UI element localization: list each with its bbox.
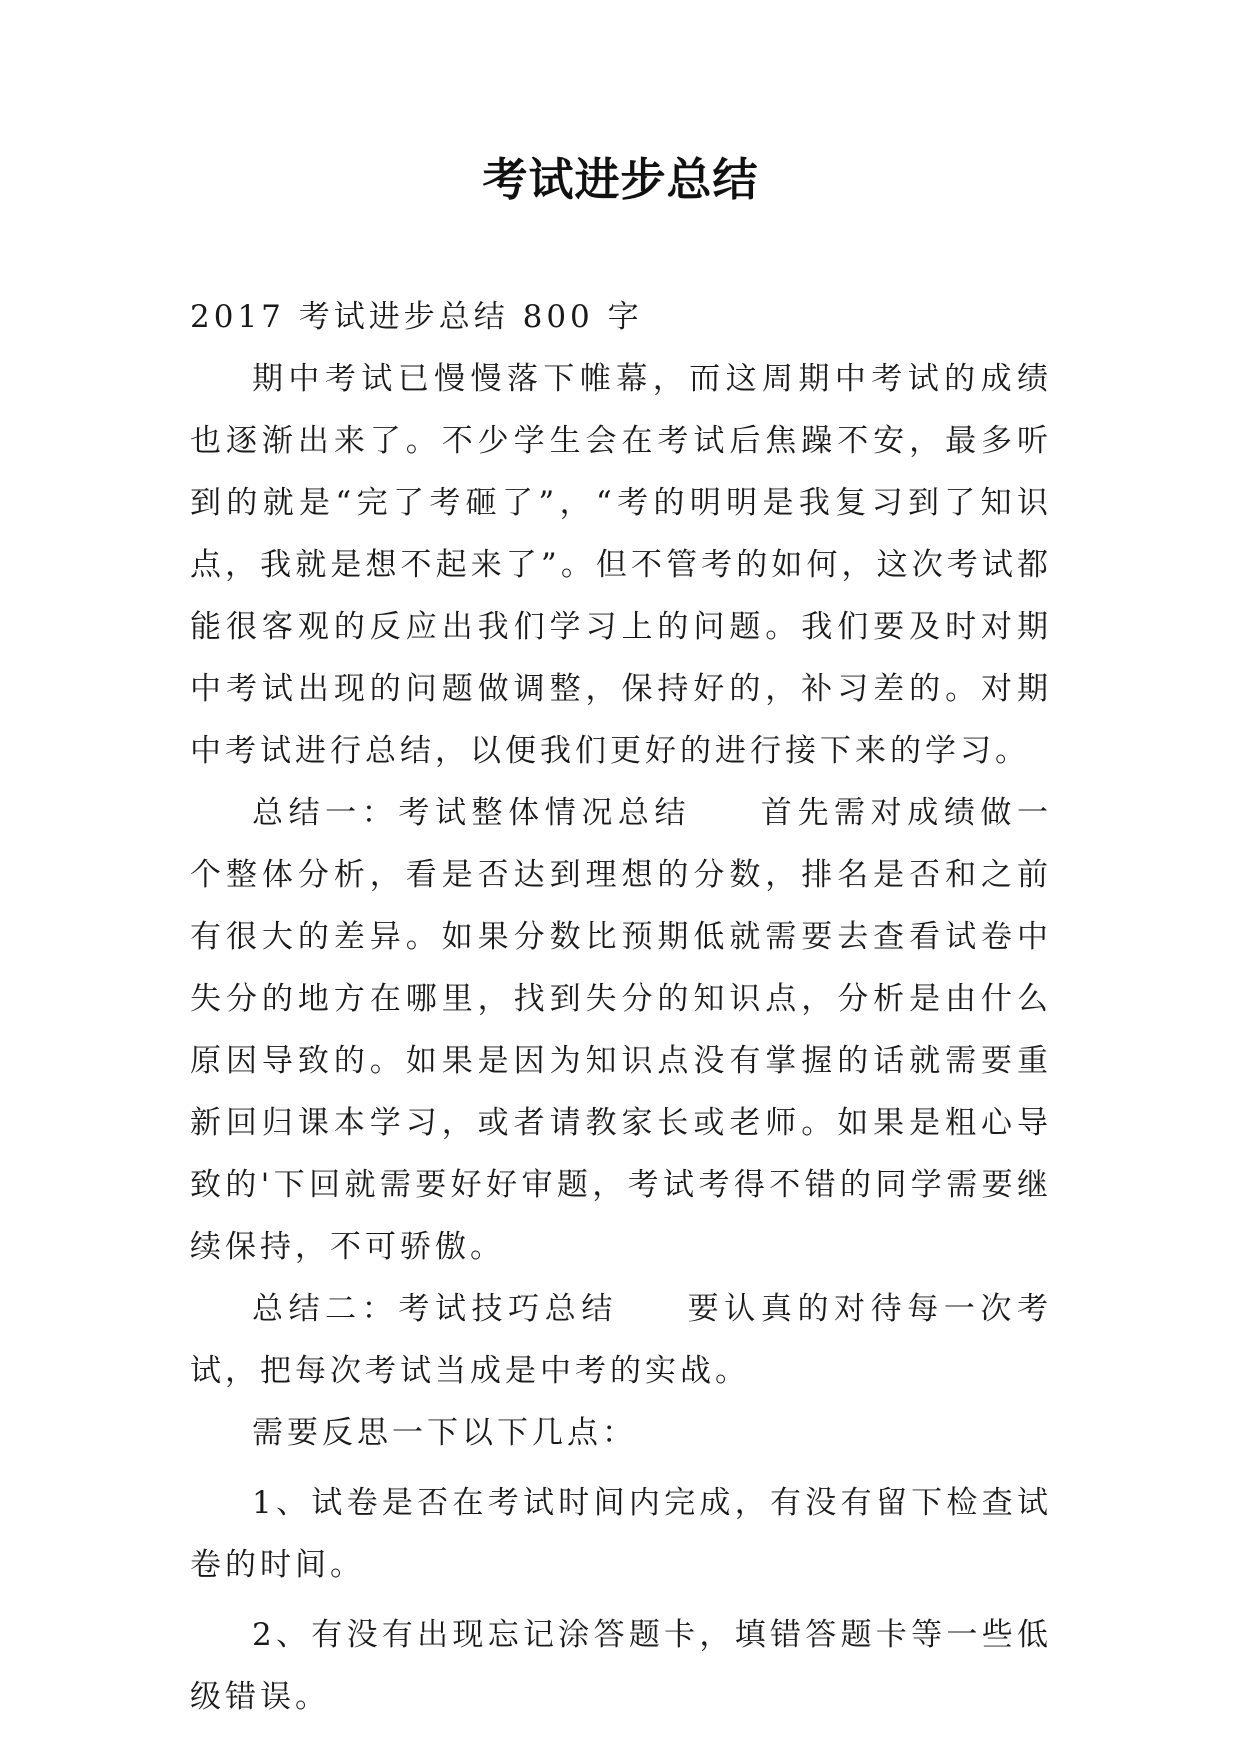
document-title: 考试进步总结 xyxy=(482,153,759,206)
summary-two-body: 要认真的对待每一次考试，把每次考试当成是中考的实战。 xyxy=(190,1291,1052,1389)
summary-one-heading: 总结一：考试整体情况总结 xyxy=(252,795,692,831)
reflection-item-1: 1、试卷是否在考试时间内完成，有没有留下检查试卷的时间。 xyxy=(190,1485,1052,1583)
document-body xyxy=(190,286,1052,1728)
reflection-intro: 需要反思一下以下几点： xyxy=(252,1415,637,1451)
summary-one-paragraph xyxy=(190,782,1052,1278)
summary-one-body: 首先需对成绩做一个整体分析，看是否达到理想的分数，排名是否和之前有很大的差异。如果分数比预期低就需要去查看试卷中失分的地方在哪里，找到失分的知识点，分析是由什么原因导致的。如果是因为知识点没有掌握的话就需要重新回归课本学习，或者请教家长或老师。如果是粗心导致的'下回就需要好好审题，考试考得不错的同学需要继续保持，不可骄傲。 xyxy=(190,795,1053,1265)
intro-paragraph: 期中考试已慢慢落下帷幕，而这周期中考试的成绩也逐渐出来了。不少学生会在考试后焦躁不安，最多听到的就是“完了考砸了”，“考的明明是我复习到了知识点，我就是想不起来了”。但不管考的如何，这次考试都能很客观的反应出我们学习上的问题。我们要及时对期中考试出现的问题做调整，保持好的，补习差的。对期中考试进行总结，以便我们更好的进行接下来的学习。 xyxy=(190,361,1052,769)
summary-two-paragraph xyxy=(190,1278,1052,1402)
document-subtitle: 2017 考试进步总结 800 字 xyxy=(190,299,643,335)
reflection-item-2: 2、有没有出现忘记涂答题卡，填错答题卡等一些低级错误。 xyxy=(190,1617,1052,1715)
summary-two-heading: 总结二：考试技巧总结 xyxy=(252,1291,618,1327)
